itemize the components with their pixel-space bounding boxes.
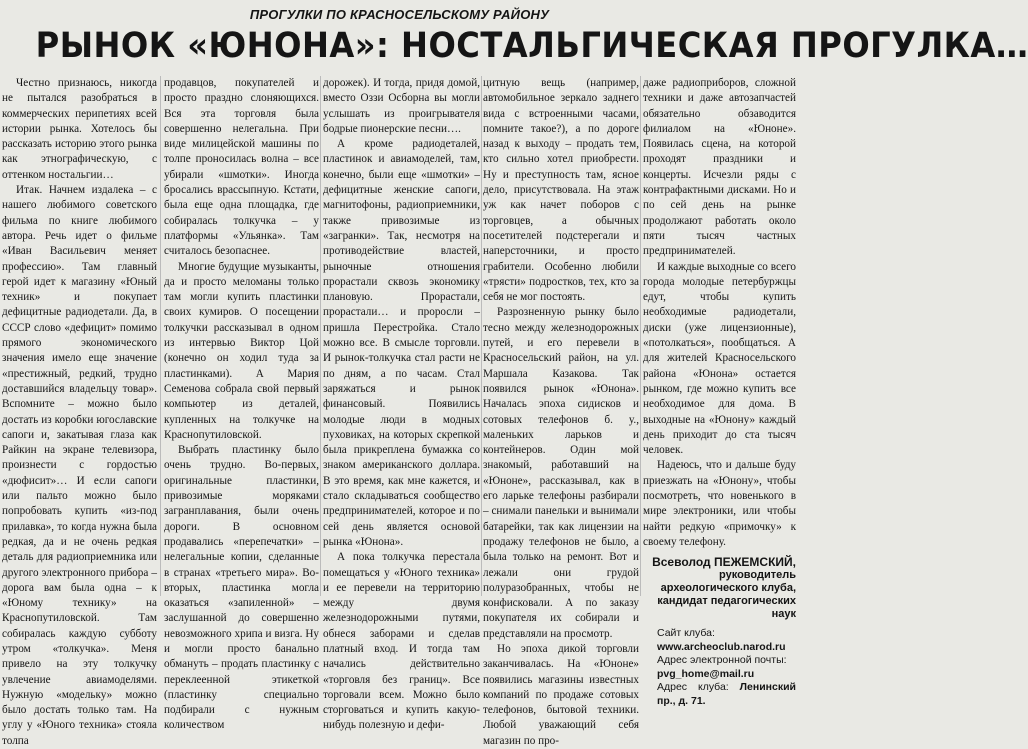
paragraph: Честно признаюсь, никогда не пытался разобраться в коммерческих перипетиях всей истории рынка. Хотелось бы рассказать историю этого рынка как этнографическую, с оттенком ностальгии… (2, 77, 157, 181)
column-divider (160, 76, 161, 596)
article-column-2 (164, 76, 319, 732)
email-label: Адрес электронной почты: (657, 654, 787, 667)
paragraph: Но эпоха дикой торговли заканчивалась. На «Юноне» появились магазины известных компаний по продаже сотовых телефонов, бытовой техники. Любой уважающий себя магазин по про- (483, 642, 639, 747)
address-value: Ленинский пр., д. 71. (657, 681, 796, 707)
club-contacts (643, 627, 796, 708)
article-column-5 (643, 76, 796, 707)
paragraph: цитную вещь (например, автомобильное зеркало заднего вида с встроенными часами, помните такое?), а по дороге назад к выходу – продать тем, кто сильно хотел приобрести. Ну и преступность там, ясное дело, присутствовала. На этаж уж как начет поборов с торговцев, а обычных посетителей подстерегали и наперсточники, и просто грабители. Особенно любили «трясти» подростков, тех, кто за себя не мог постоять. (483, 77, 639, 304)
author-title: кандидат педагогических наук (657, 595, 796, 621)
address-line (657, 681, 796, 708)
column-divider (320, 76, 321, 596)
site-url: www.archeoclub.narod.ru (657, 640, 786, 653)
author-name: Всеволод ПЕЖЕМСКИЙ, (652, 555, 796, 570)
article-column-1 (2, 76, 157, 747)
paragraph: дорожек). И тогда, придя домой, вместо Оззи Осборна вы могли услышать из проигрывателя бодрые пионерские песни…. (323, 77, 480, 135)
article-column-4 (483, 76, 639, 747)
paragraph: Надеюсь, что и дальше буду приезжать на «Юнону», чтобы посмотреть, что новенького в мире электроники, или чтобы найти редкую «примочку» к своему телефону. (643, 459, 796, 548)
paragraph: Разрозненную рынку было тесно между железнодорожных путей, и его перевели в Красносельский район, на ул. Маршала Казакова. Так появился рынок «Юнона». Началась эпоха сидисков и сотовых телефонов б. у., маленьких ларьков и контейнеров. Один мой знакомый, работавший на «Юноне», рассказывал, как в его ларьке телефоны разбирали – снимали панельки и вынимали батарейки, так как лицензии на продажу телефонов не было, а была только на ремонт. Вот и лежали они грудой полуразобранных, чтобы не конфисковали. А по заказу покупателя их собирали и представляли на просмотр. (483, 306, 639, 640)
column-divider (640, 76, 641, 596)
paragraph: Итак. Начнем издалека – с нашего любимого советского фильма по книге любимого автора. Речь идет о фильме «Иван Васильевич меняет профессию». Там главный герой идет к магазину «Юный техник» и покупает дефицитные радиодетали. Да, в СССР слово «дефицит» помимо прямого экономического значения имело еще значение «престижный, редкий, трудно доставшийся владельцу товар». Вспомните – можно было достать из коробки югославские сапоги и, закатывая глаза как Райкин на экране телевизора, произнести с гордостью «дюфисит»… И если сапоги или пальто можно было попробовать купить «из-под прилавка», то когда нужна была редкая, да и не очень редкая деталь для радиоприемника или другого электронного прибора – дорога вам была одна – к «Юному технику» на Краснопутиловской. Там собиралась каждую субботу утром «толкучка». Меня привело на эту толкучку увлечение авиамоделями. Нужную «модельку» можно было достать только там. На углу у «Юного техника» стояла толпа (2, 184, 157, 747)
author-signature (643, 556, 796, 621)
paragraph: продавцов, покупателей и просто праздно слоняющихся. Вся эта торговля была совершенно нелегальна. При виде милицейской машины по толпе проносилась волна – все убирали «шмотки». Иногда бросались врассыпную. Кстати, была еще одна площадка, где собиралась толкучка – у платформы «Ульянка». Там считалось безопаснее. (164, 77, 319, 258)
email-address: pvg_home@mail.ru (657, 667, 755, 680)
paragraph: А пока толкучка перестала помещаться у «Юного техника» и ее перевели на территорию между двумя железнодорожными путями, обнеся заборами и сделав платный вход. И тогда там начались действительно «торговля без границ». Все торговали всем. Можно было сторговаться и купить какую-нибудь полезную и дефи- (323, 551, 480, 732)
article-headline: РЫНОК «ЮНОНА»: НОСТАЛЬГИЧЕСКАЯ ПРОГУЛКА… (35, 26, 1028, 66)
site-label: Сайт клуба: (657, 627, 715, 640)
paragraph: Многие будущие музыканты, да и просто меломаны только там могли купить пластинки своих кумиров. О посещении толкучки рассказывал в одном из интервью Виктор Цой (конечно он ходил туда за пластинками). А Мария Семенова собрала свой первый компьютер из деталей, купленных на толкучке на Краснопутиловской. (164, 260, 319, 441)
paragraph: А кроме радиодеталей, пластинок и авиамоделей, там, конечно, были еще «шмотки» – дефицитные женские сапоги, магнитофоны, радиоприемники, также привозимые из «загранки». Так, несмотря на противодействие властей, рыночные отношения прорастали сквозь экономику плановую. Прорастали, прорастали… и проросли – пришла Перестройка. Стало можно все. В смысле торговли. И рынок-толкучка стал расти не по дням, а по часам. Стал заряжаться и рынок финансовый. Появились молодые люди в модных пуховиках, на которых скрепкой была прикреплена бумажка со знаком американского доллара. В это время, как мне кажется, и стало складываться сообщество предпринимателей, которое и по сей день является основой рынка «Юнона». (323, 138, 480, 548)
author-title: руководитель (719, 569, 796, 582)
section-rubric: ПРОГУЛКИ ПО КРАСНОСЕЛЬСКОМУ РАЙОНУ (249, 7, 550, 22)
address-label: Адрес клуба: (657, 681, 729, 694)
article-column-3 (323, 76, 480, 732)
paragraph: Выбрать пластинку было очень трудно. Во-первых, оригинальные пластинки, привозимые моряками загранплавания, были очень дороги. В основном продавались «перепечатки» – нелегальные копии, сделанные в странах «третьего мира». Во-вторых, пластинка могла оказаться «запиленной» – заслушанной до совершенно невозможного хрипа и визга. Ну и могли просто банально обмануть – продать пластинку с переклеенной этикеткой (пластинку специально подбирали с нужным количеством (164, 444, 319, 732)
column-divider (481, 76, 482, 596)
paragraph: даже радиоприборов, сложной техники и даже автозапчастей обязательно обзаводится филиалом на «Юноне». Появилась сцена, на которой проходят праздники и концерты. Исчезли ряды с контрафактными дисками. Но и по сей день на рынке продолжают работать около пяти тысяч частных предпринимателей. (643, 77, 796, 258)
author-title: археологического клуба, (660, 582, 796, 595)
paragraph: И каждые выходные со всего города молодые петербуржцы едут, чтобы купить необходимые радиодетали, диски (уже лицензионные), «потолкаться», пообщаться. А для жителей Красносельского района «Юнона» остается рынком, где можно купить все необходимое для дома. В выходные на «Юнону» каждый день приходит до ста тысяч человек. (643, 260, 796, 457)
